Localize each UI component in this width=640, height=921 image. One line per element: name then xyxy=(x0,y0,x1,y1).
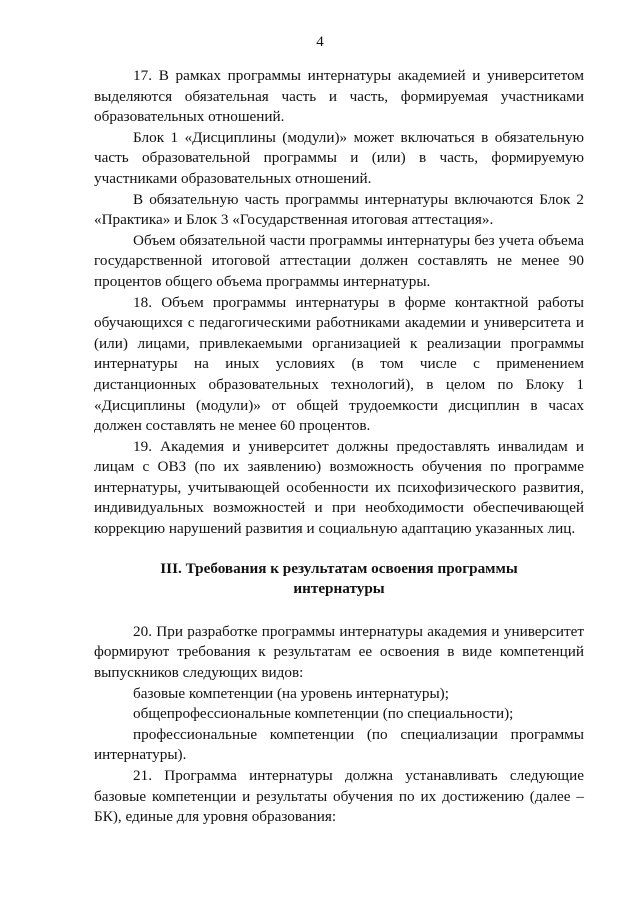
spacer xyxy=(94,540,584,559)
paragraph-block1: Блок 1 «Дисциплины (модули)» может включаться в обязательную часть образовательной программы и (или) в часть, формируемую участниками образовательных отношений. xyxy=(94,128,584,187)
paragraph-mandatory-volume: Объем обязательной части программы интернатуры без учета объема государственной итоговой аттестации должен составлять не менее 90 процентов общего объема программы интернатуры. xyxy=(94,231,584,290)
spacer xyxy=(94,600,584,622)
paragraph-21: 21. Программа интернатуры должна устанавливать следующие базовые компетенции и результаты обучения по их достижению (далее – БК), единые для уровня образования: xyxy=(94,767,584,826)
paragraph-17: 17. В рамках программы интернатуры академией и университетом выделяются обязательная часть и часть, формируемая участниками образовательных отношений. xyxy=(94,67,584,126)
paragraph-18: 18. Объем программы интернатуры в форме контактной работы обучающихся с педагогическими работниками академии и университета и (или) лицами, привлекаемыми организацией к реализации программы интернатуры на иных условиях (в том числе с применением дистанционных образовательных технологий), в целом по Блоку 1 «Дисциплины (модули)» от общей трудоемкости дисциплин в часах должен составлять не менее 60 процентов. xyxy=(94,293,584,435)
paragraph-mandatory-part: В обязательную часть программы интернатуры включаются Блок 2 «Практика» и Блок 3 «Государственная итоговая аттестация». xyxy=(94,190,584,229)
document-body xyxy=(94,66,584,828)
section-heading-line-1: III. Требования к результатам освоения программы xyxy=(160,559,518,577)
paragraph-20: 20. При разработке программы интернатуры академия и университет формируют требования к результатам ее освоения в виде компетенций выпускников следующих видов: xyxy=(94,622,584,682)
paragraph-19: 19. Академия и университет должны предоставлять инвалидам и лицам с ОВЗ (по их заявлению) возможность обучения по программе интернатуры, учитывающей особенности их психофизического развития, индивидуальных возможностей и при необходимости обеспечивающей коррекцию нарушений развития и социальную адаптацию указанных лиц. xyxy=(94,437,584,538)
section-heading xyxy=(94,559,584,600)
section-heading-line-2: интернатуры xyxy=(293,580,385,598)
list-item-general-professional-competencies: общепрофессиональные компетенции (по специальности); xyxy=(133,705,514,723)
page-number: 4 xyxy=(316,34,324,50)
list-item-basic-competencies: базовые компетенции (на уровень интернатуры); xyxy=(133,684,449,702)
list-item-professional-competencies: профессиональные компетенции (по специализации программы интернатуры). xyxy=(94,725,584,764)
